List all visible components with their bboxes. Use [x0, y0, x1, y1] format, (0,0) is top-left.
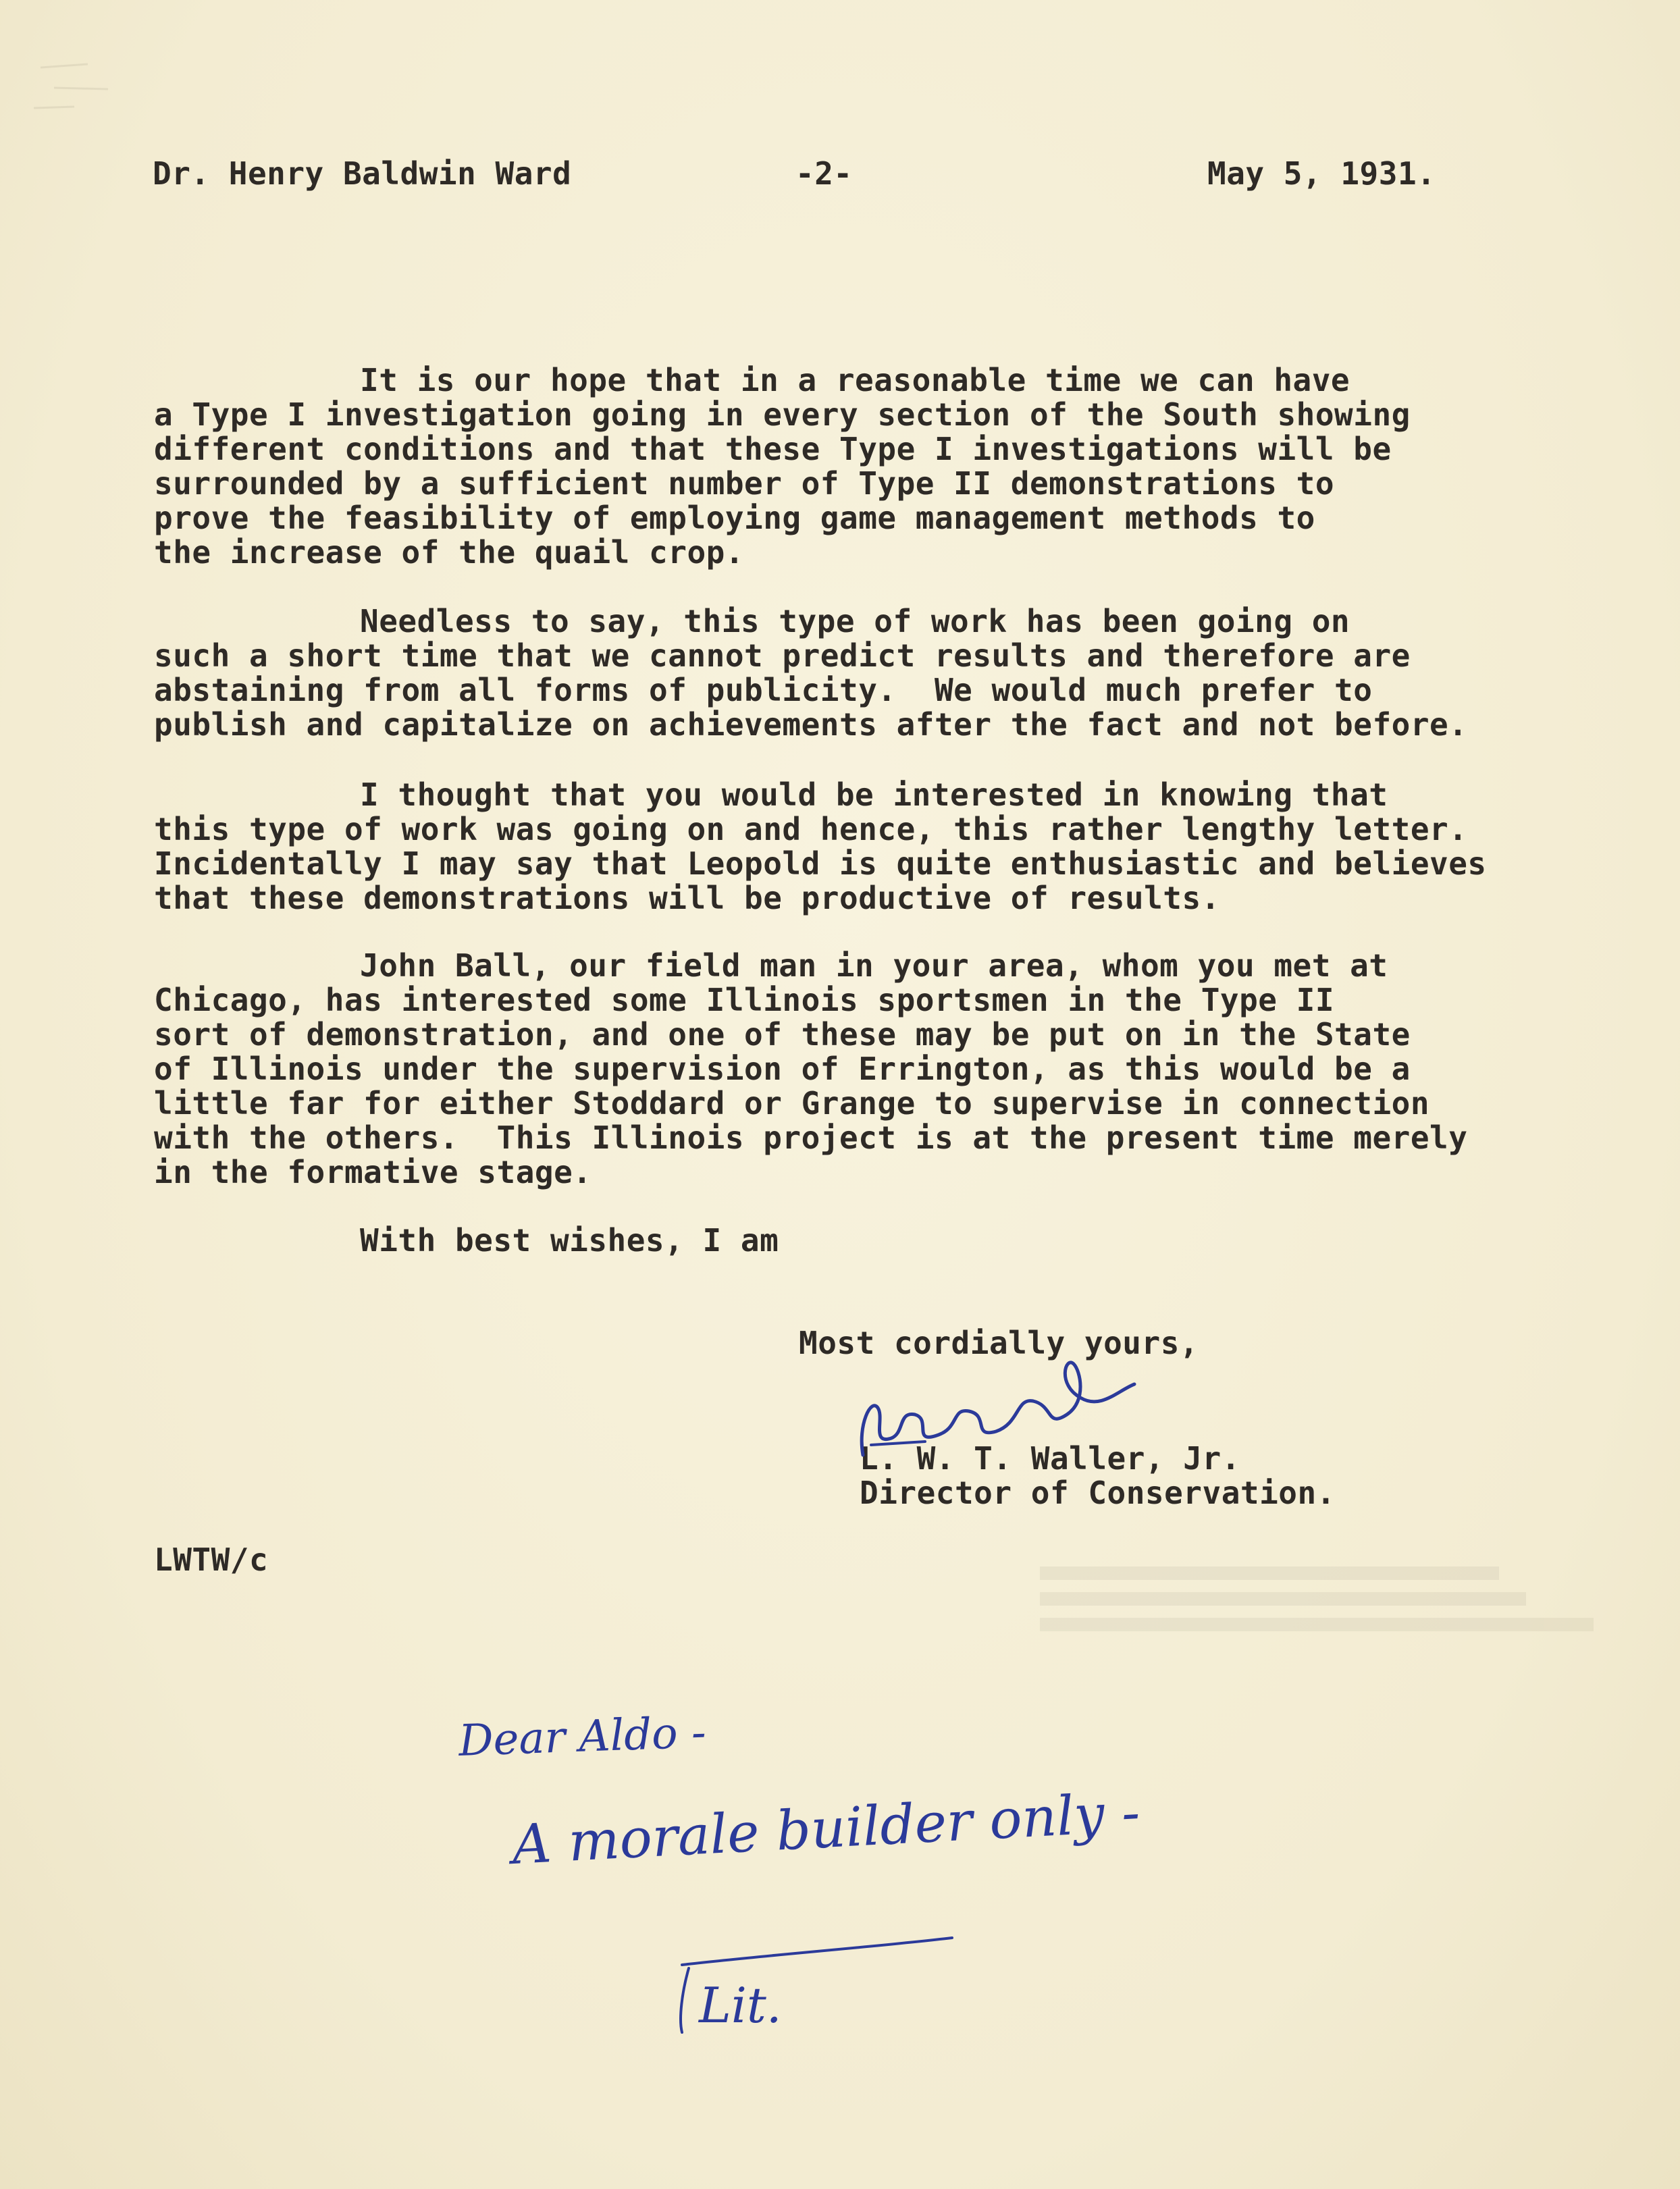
signer-name: L. W. T. Waller, Jr. — [860, 1440, 1240, 1477]
paragraph-line: Incidentally I may say that Leopold is quite enthusiastic and believes — [154, 845, 1487, 882]
paragraph-line: John Ball, our field man in your area, whom you met at — [360, 947, 1388, 984]
paragraph-line: this type of work was going on and hence, this rather lengthy letter. — [154, 811, 1468, 847]
paragraph-line: with the others. This Illinois project is at the present time merely — [154, 1119, 1468, 1156]
paragraph-line: I thought that you would be interested in knowing that — [360, 776, 1388, 813]
handwritten-note — [432, 1702, 1459, 2080]
closing-line: With best wishes, I am — [360, 1222, 779, 1259]
paragraph-line: such a short time that we cannot predict results and therefore are — [154, 637, 1411, 674]
paragraph-line: It is our hope that in a reasonable time we can have — [360, 362, 1350, 398]
paragraph-line: the increase of the quail crop. — [154, 534, 745, 571]
paragraph-line: of Illinois under the supervision of Errington, as this would be a — [154, 1051, 1411, 1087]
handwritten-note-line-2: A morale builder only - — [510, 1781, 1142, 1876]
paragraph-line: a Type I investigation going in every section of the South showing — [154, 396, 1411, 433]
paragraph-4 — [154, 949, 1599, 1190]
reference-initials: LWTW/c — [154, 1541, 269, 1578]
paragraph-line: different conditions and that these Type I investigations will be — [154, 431, 1392, 467]
paragraph-2 — [154, 604, 1599, 742]
paragraph-1 — [154, 363, 1599, 570]
paragraph-line: prove the feasibility of employing game management methods to — [154, 500, 1315, 536]
paragraph-line: little far for either Stoddard or Grange to supervise in connection — [154, 1085, 1430, 1122]
paragraph-3 — [154, 778, 1599, 916]
valediction: Most cordially yours, — [799, 1325, 1199, 1361]
signer-title: Director of Conservation. — [860, 1475, 1336, 1511]
handwritten-signature — [851, 1344, 1161, 1479]
paragraph-line: in the formative stage. — [154, 1154, 592, 1190]
header-page-number: -2- — [795, 155, 853, 192]
paragraph-line: abstaining from all forms of publicity. We would much prefer to — [154, 672, 1373, 708]
header-date: May 5, 1931. — [1207, 155, 1436, 192]
paragraph-line: Needless to say, this type of work has been going on — [360, 603, 1350, 639]
handwritten-note-line-1: Dear Aldo - — [457, 1708, 707, 1766]
handwritten-note-initials: Lit. — [699, 1977, 782, 2034]
paragraph-line: surrounded by a sufficient number of Type II demonstrations to — [154, 465, 1335, 502]
paragraph-line: that these demonstrations will be productive of results. — [154, 880, 1220, 916]
paragraph-line: Chicago, has interested some Illinois sportsmen in the Type II — [154, 982, 1335, 1018]
paragraph-line: publish and capitalize on achievements after the fact and not before. — [154, 706, 1468, 743]
paper-corner-mark — [27, 41, 149, 135]
header-recipient: Dr. Henry Baldwin Ward — [153, 155, 572, 192]
paragraph-line: sort of demonstration, and one of these may be put on in the State — [154, 1016, 1411, 1053]
bleed-through-text — [1040, 1566, 1594, 1647]
